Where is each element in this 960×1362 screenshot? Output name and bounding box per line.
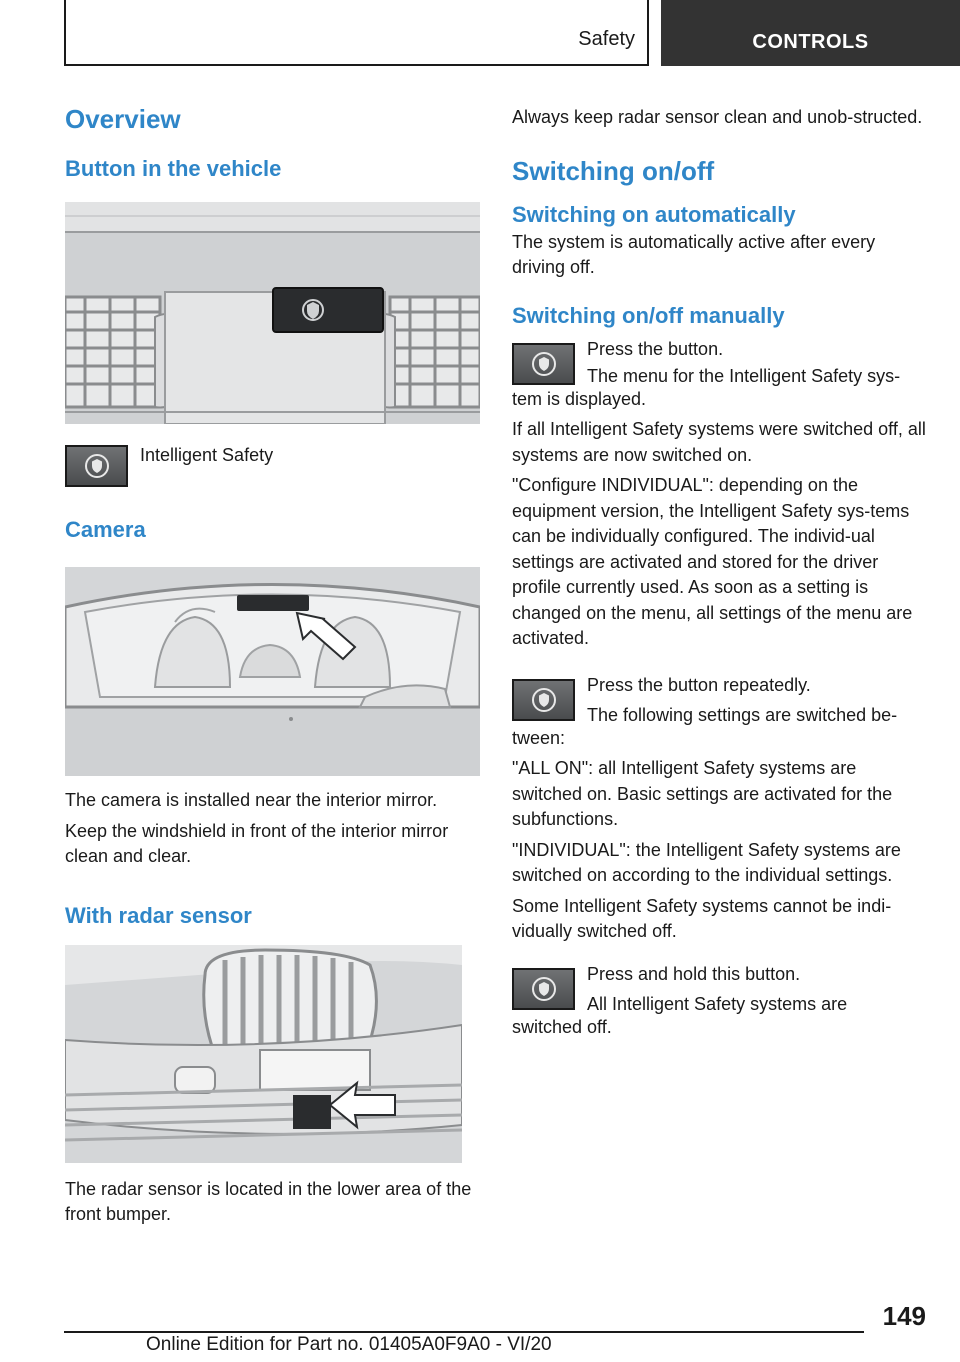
header-rule-left bbox=[64, 0, 66, 66]
press-hold-line-a: Press and hold this button. bbox=[587, 963, 801, 984]
press-repeatedly-line-a: Press the button repeatedly. bbox=[587, 674, 811, 695]
heading-switching-manually: Switching on/off manually bbox=[512, 302, 785, 328]
press-button-row-3 bbox=[512, 963, 928, 1018]
press-button-text-2 bbox=[587, 673, 897, 729]
safety-icon-glyph bbox=[531, 351, 557, 377]
press-button-text-3 bbox=[587, 962, 847, 1018]
right-column bbox=[512, 100, 928, 1040]
press-button-line-c: tem is displayed. bbox=[512, 388, 647, 409]
safety-icon-glyph bbox=[531, 687, 557, 713]
intelligent-safety-button-row bbox=[65, 445, 481, 487]
camera-drawing bbox=[65, 567, 480, 776]
individual-text: "INDIVIDUAL": the Intelligent Safety systems are switched on according to the individual settings. bbox=[512, 839, 901, 885]
button-caption: Intelligent Safety bbox=[140, 445, 274, 465]
header-section-title: Safety bbox=[578, 28, 635, 50]
heading-radar-sensor: With radar sensor bbox=[65, 902, 252, 928]
press-button-row-1 bbox=[512, 338, 928, 390]
camera-location-text: The camera is installed near the interior mirror. bbox=[65, 790, 438, 810]
safety-icon-glyph bbox=[84, 453, 110, 479]
intelligent-safety-icon[interactable] bbox=[65, 445, 128, 487]
dashboard-drawing bbox=[65, 202, 480, 424]
press-repeatedly-line-b: The following settings are switched be- bbox=[587, 705, 898, 725]
heading-button-in-vehicle: Button in the vehicle bbox=[65, 156, 282, 181]
press-hold-line-b: All Intelligent Safety systems are bbox=[587, 994, 848, 1014]
cannot-switch-off-text: Some Intelligent Safety systems cannot be indi-vidually switched off. bbox=[512, 895, 892, 941]
heading-switching-on-off: Switching on/off bbox=[512, 155, 715, 186]
all-switched-on-text: If all Intelligent Safety systems were switched off, all systems are now switched on. bbox=[512, 419, 926, 465]
page-number: 149 bbox=[882, 1301, 926, 1331]
chapter-label: CONTROLS bbox=[752, 30, 869, 53]
heading-switching-on-automatically: Switching on automatically bbox=[512, 201, 796, 227]
camera-location-illustration bbox=[65, 567, 480, 776]
camera-keep-clear-text: Keep the windshield in front of the interior mirror clean and clear. bbox=[65, 820, 449, 866]
left-column bbox=[65, 100, 481, 1228]
header-chapter-tab[interactable] bbox=[661, 0, 960, 66]
intelligent-safety-icon[interactable] bbox=[512, 679, 575, 721]
press-button-row-2 bbox=[512, 674, 928, 729]
press-hold-line-c: switched off. bbox=[512, 1016, 612, 1037]
footer-rule bbox=[64, 1331, 864, 1333]
press-button-text-1 bbox=[587, 337, 900, 390]
header-rule-bottom bbox=[64, 64, 649, 66]
heading-camera: Camera bbox=[65, 517, 146, 542]
press-repeatedly-line-c: tween: bbox=[512, 727, 566, 748]
radar-drawing bbox=[65, 945, 462, 1163]
radar-keep-clean-text: Always keep radar sensor clean and unob-structed. bbox=[512, 107, 923, 127]
heading-overview: Overview bbox=[65, 104, 181, 134]
radar-sensor-illustration bbox=[65, 945, 462, 1163]
footer-edition: Online Edition for Part no. 01405A0F9A0 - VI/20 bbox=[146, 1334, 552, 1355]
all-on-text: "ALL ON": all Intelligent Safety systems are switched on. Basic settings are activated for the subfunctions. bbox=[512, 758, 893, 829]
press-button-line-a: Press the button. bbox=[587, 338, 724, 359]
safety-icon-glyph bbox=[531, 976, 557, 1002]
configure-individual-text: "Configure INDIVIDUAL": depending on the equipment version, the Intelligent Safety sys-tems can be individually configured. The individ-ual settings are activated and stored for the driver profile currently used. As soon as a setting is changed on the menu, all settings of the menu are activated. bbox=[512, 475, 913, 648]
intelligent-safety-icon[interactable] bbox=[512, 968, 575, 1010]
header-rule-mid bbox=[647, 0, 649, 66]
intelligent-safety-icon[interactable] bbox=[512, 343, 575, 385]
dashboard-button-illustration bbox=[65, 202, 480, 424]
auto-active-text: The system is automatically active after every driving off. bbox=[512, 231, 876, 277]
press-button-line-b: The menu for the Intelligent Safety sys- bbox=[587, 366, 901, 386]
radar-location-text: The radar sensor is located in the lower area of the front bumper. bbox=[65, 1178, 472, 1224]
